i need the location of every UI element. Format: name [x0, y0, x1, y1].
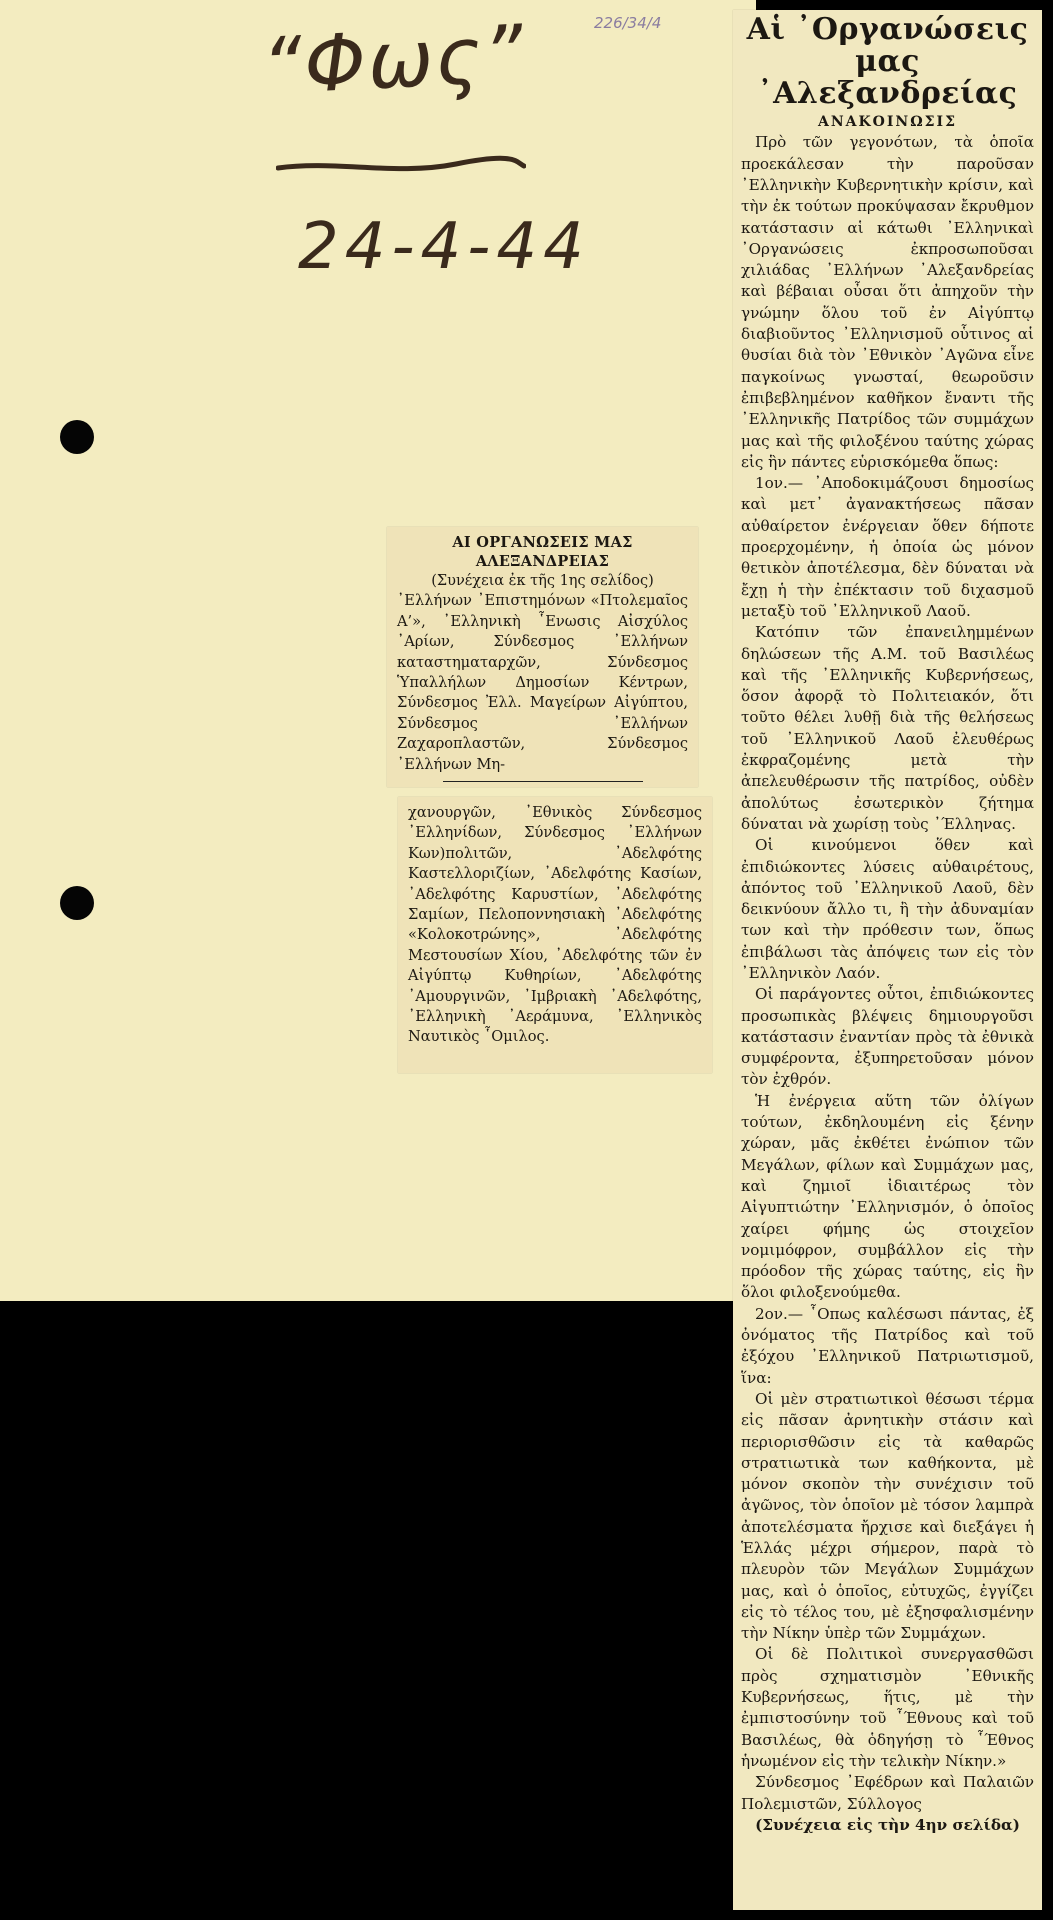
clipping-text: ᾿Ελλήνων ᾿Επιστημόνων «Πτολεμαῖος Α’», ᾿Ελληνικὴ ῟Ενωσις Αἰσχύλος ᾿Αρίων, Σύνδεσμος ᾿Ελλήνων καταστηματαρχῶν, Σύνδεσμος Ὑπαλλήλων Δημοσίων Κέντρων, Σύνδεσμος Ἐλλ. Μαγείρων Αἰγύπτου, Σύνδεσμος ᾿Ελλήνων Ζαχαροπλαστῶν, Σύνδεσμος ᾿Ελλήνων Μη-	[397, 592, 688, 773]
clipping-left-top	[387, 527, 698, 787]
continued-to-note: (Συνέχεια εἰς τὴν 4ην σελίδα)	[755, 1815, 1020, 1834]
punch-hole-top	[60, 420, 94, 454]
underline-scribble	[276, 150, 526, 178]
punch-hole-bottom	[60, 886, 94, 920]
article-paragraph: Οἱ κινούμενοι ὅθεν καὶ ἐπιδιώκοντες λύσεις αὐθαιρέτους, ἀπόντος τοῦ ᾿Ελληνικοῦ Λαοῦ, δὲν δεικνύουν ἄλλο τι, ἢ τὴν ἀδυναμίαν των καὶ τὴν πρόθεσιν των, ὅπως ἐπιβάλωσι τὰς ἀπόψεις των εἰς τὸν ᾿Ελληνικὸν Λαόν.	[741, 836, 1034, 982]
clipping-right-column	[733, 10, 1042, 1910]
handwritten-date: 24-4-44	[298, 210, 590, 284]
divider-rule	[443, 781, 643, 782]
clipping-heading: ΑΙ ΟΡΓΑΝΩΣΕΙΣ ΜΑΣ ΑΛΕΞΑΝΔΡΕΙΑΣ	[452, 534, 633, 570]
article-paragraph: Οἱ παράγοντες οὗτοι, ἐπιδιώκοντες προσωπικὰς βλέψεις δημιουργοῦσι κατάστασιν ἐναντίαν πρὸς τὰ ἐθνικὰ συμφέροντα, ἐξυπηρετοῦσαν μόνον τὸν ἐχθρόν.	[741, 985, 1034, 1089]
article-body	[741, 132, 1034, 1836]
article-paragraph: Πρὸ τῶν γεγονότων, τὰ ὁποῖα προεκάλεσαν τὴν παροῦσαν ᾿Ελληνικὴν Κυβερνητικὴν κρίσιν, καὶ τὴν ἐκ τούτων προκύψασαν ἔκρυθμον κατάστασιν αἱ κάτωθι ᾿Ελληνικαὶ ᾿Οργανώσεις ἐκπροσωποῦσαι χιλιάδας ᾿Ελλήνων ᾿Αλεξανδρείας καὶ βέβαιαι οὖσαι ὅτι ἀπηχοῦν τὴν γνώμην ὅλου τοῦ ἐν Αἰγύπτῳ διαβιοῦντος ᾿Ελληνισμοῦ οὗτινος αἱ θυσίαι διὰ τὸν ᾿Εθνικὸν ᾿Αγῶνα εἶνε παγκοίνως γνωσταί, θεωροῦσιν ἐπιβεβλημένον καθῆκον ἔναντι τῆς ᾿Ελληνικῆς Πατρίδος τῶν συμμάχων μας καὶ τῆς φιλοξένου ταύτης χώρας εἰς ἣν πάντες εὑρισκόμεθα ὅπως:	[741, 133, 1034, 471]
article-paragraph: Κατόπιν τῶν ἐπανειλημμένων δηλώσεων τῆς Α.Μ. τοῦ Βασιλέως καὶ τῆς ᾿Ελληνικῆς Κυβερνήσεως, ὅσον ἀφορᾷ τὸ Πολιτειακόν, ὅτι τοῦτο θέλει λυθῇ διὰ τῆς θελήσεως τοῦ ᾿Ελληνικοῦ Λαοῦ ἐλευθέρως ἐκφραζομένης μετὰ τὴν ἀπελευθέρωσιν τῆς πατρίδος, οὐδὲν ἀπολύτως ἐσωτερικὸν ζήτημα δύναται νὰ χωρίσῃ τοὺς ᾿Έλληνας.	[741, 623, 1034, 833]
article-subheading: ΑΝΑΚΟΙΝΩΣΙΣ	[817, 114, 958, 130]
article-headline: Αἱ ᾿Οργανώσεις μας ᾿Αλεξανδρείας	[746, 12, 1029, 111]
clipping-left-bottom	[398, 797, 712, 1073]
clipping-text-continued: χανουργῶν, ᾿Εθνικὸς Σύνδεσμος ᾿Ελληνίδων, Σύνδεσμος ᾿Ελλήνων Κων)πολιτῶν, ᾿Αδελφότης Καστελλοριζίων, ᾿Αδελφότης Κασίων, ᾿Αδελφότης Καρυστίων, ᾿Αδελφότης Σαμίων, Πελοποννησιακὴ ᾿Αδελφότης «Κολοκοτρώνης», ᾿Αδελφότης Μεστουσίων Χίου, ᾿Αδελφότης τῶν ἐν Αἰγύπτῳ Κυθηρίων, ᾿Αδελφότης ᾿Αμουργινῶν, ᾿Ιμβριακὴ ᾿Αδελφότης, ᾿Ελληνικὴ ᾿Αεράμυνα, ᾿Ελληνικὸς Ναυτικὸς ῟Ομιλος.	[408, 804, 702, 1046]
article-paragraph: Οἱ μὲν στρατιωτικοὶ θέσωσι τέρμα εἰς πᾶσαν ἀρνητικὴν στάσιν καὶ περιορισθῶσιν εἰς τὰ καθαρῶς στρατιωτικὰ των καθήκοντα, μὲ μόνον σκοπὸν τὴν συνέχισιν τοῦ ἀγῶνος, τὸν ὁποῖον μὲ τόσον λαμπρὰ ἀποτελέσματα ἤρχισε καὶ διεξάγει ἡ Ἑλλάς μέχρι σήμερον, παρὰ τὸ πλευρὸν τῶν Μεγάλων Συμμάχων μας, καὶ ὁ ὁποῖος, εὐτυχῶς, ἐγγίζει εἰς τὸ τέλος του, μὲ ἐξησφαλισμένην τὴν Νίκην ὑπὲρ τῶν Συμμάχων.	[741, 1389, 1034, 1643]
continued-from-note: (Συνέχεια ἐκ τῆς 1ης σελίδος)	[431, 573, 654, 589]
article-paragraph: 1ον.— ᾿Αποδοκιμάζουσι δημοσίως καὶ μετ᾿ ἀγανακτήσεως πᾶσαν αὐθαίρετον ἐνέργειαν ὅθεν δήποτε προερχομένην, ἡ ὁποία ὡς μόνον θετικὸν ἀποτέλεσμα, δὲν δύναται νὰ ἔχῃ ἡ τὴν ἐπέκτασιν τοῦ διχασμοῦ μεταξὺ τοῦ ᾿Ελληνικοῦ Λαοῦ.	[741, 474, 1034, 620]
article-paragraph: Σύνδεσμος ᾿Εφέδρων καὶ Παλαιῶν Πολεμιστῶν, Σύλλογος	[741, 1773, 1034, 1813]
article-paragraph: 2ον.— ῟Οπως καλέσωσι πάντας, ἐξ ὀνόματος τῆς Πατρίδος καὶ τοῦ ἐξόχου ᾿Ελληνικοῦ Πατριωτισμοῦ, ἵνα:	[741, 1304, 1034, 1387]
handwritten-title: “Φως”	[259, 9, 528, 113]
article-paragraph: Οἱ δὲ Πολιτικοὶ συνεργασθῶσι πρὸς σχηματισμὸν ᾿Εθνικῆς Κυβερνήσεως, ἥτις, μὲ τὴν ἐμπιστοσύνην τοῦ ῟Έθνους καὶ τοῦ Βασιλέως, θὰ ὁδηγήσῃ τὸ ῟Έθνος ἡνωμένον εἰς τὴν τελικὴν Νίκην.»	[741, 1645, 1034, 1770]
article-paragraph: Ἡ ἐνέργεια αὕτη τῶν ὀλίγων τούτων, ἐκδηλουμένη εἰς ξένην χώραν, μᾶς ἐκθέτει ἐνώπιον τῶν Μεγάλων, φίλων καὶ Συμμάχων μας, καὶ ζημιοῖ ἰδιαιτέρως τὸν Αἰγυπτιώτην ᾿Ελληνισμόν, ὁ ὁποῖος χαίρει φήμης ὡς στοιχεῖον νομιμόφρον, συμβάλλον εἰς τὴν πρόοδον τῆς χώρας ταύτης, εἰς ἣν ὅλοι φιλοξενούμεθα.	[741, 1091, 1034, 1302]
archive-reference: 226/34/4	[594, 14, 662, 32]
